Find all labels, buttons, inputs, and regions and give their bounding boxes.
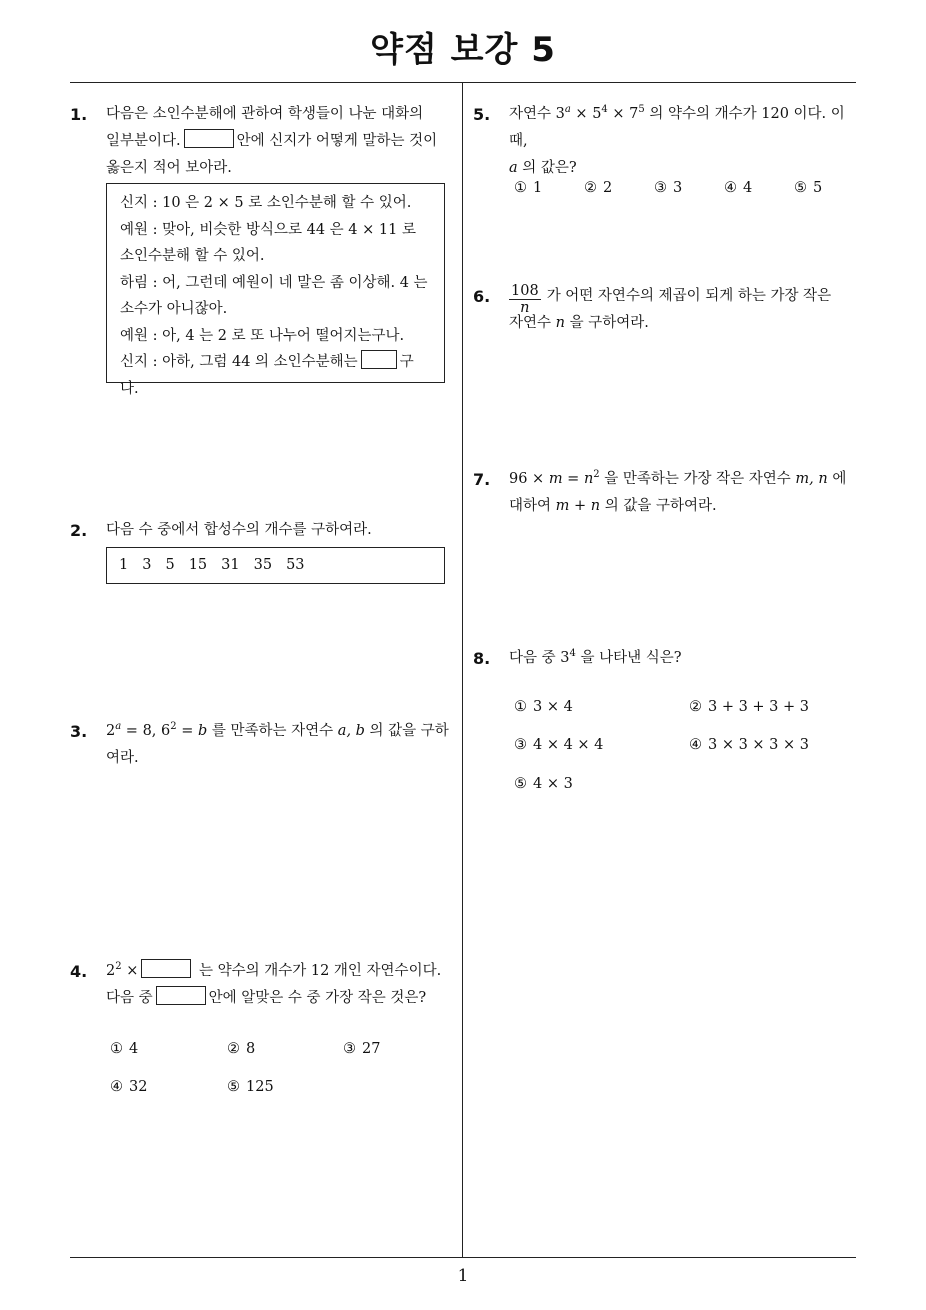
choice-4[interactable] <box>689 737 809 753</box>
choice-mark: ② <box>689 699 702 715</box>
math-exponent: 2 <box>115 961 122 972</box>
question-text-part: 자연수 3 <box>509 106 565 122</box>
choice-mark: ⑤ <box>794 180 807 196</box>
math-exponent: a <box>115 721 122 732</box>
choice-3[interactable] <box>514 737 603 753</box>
list-number: 1 <box>119 557 129 573</box>
question-text-part: 을 나타낸 식은? <box>575 650 682 666</box>
question-text-part: 다음 중 3 <box>509 650 570 666</box>
number-list-box <box>106 547 445 584</box>
choice-1[interactable] <box>110 1041 138 1057</box>
math-exponent: 2 <box>593 469 600 480</box>
question-number: 4. <box>70 962 88 981</box>
question-text: 다음은 소인수분해에 관하여 학생들이 나눈 대화의 <box>106 106 424 122</box>
choice-4[interactable] <box>110 1079 147 1095</box>
choice-value: 5 <box>813 180 823 196</box>
question-5 <box>473 101 863 182</box>
question-text-part: 자연수 <box>509 315 556 331</box>
dialog-line <box>120 349 431 402</box>
math-variable: m <box>548 471 563 487</box>
choice-mark: ③ <box>514 737 527 753</box>
choice-value: 2 <box>603 180 613 196</box>
question-text-part: 는 약수의 개수가 12 개인 자연수이다. <box>198 963 442 979</box>
choice-value: 4 × 4 × 4 <box>533 737 604 753</box>
question-number: 5. <box>473 105 491 124</box>
question-number: 7. <box>473 470 491 489</box>
question-3 <box>70 718 458 772</box>
choice-value: 3 × 4 <box>533 699 573 715</box>
question-text <box>106 985 458 1012</box>
question-number: 6. <box>473 287 491 306</box>
question-text: 여라. <box>106 750 139 766</box>
choice-value: 3 + 3 + 3 + 3 <box>708 699 810 715</box>
question-text <box>509 645 863 672</box>
answer-blank <box>184 129 234 148</box>
bottom-rule <box>70 1257 856 1258</box>
choice-2[interactable] <box>584 180 612 196</box>
choice-value: 3 × 3 × 3 × 3 <box>708 737 810 753</box>
math: = <box>562 471 584 487</box>
question-text: 다음 수 중에서 합성수의 개수를 구하여라. <box>106 522 372 538</box>
fraction-numerator: 108 <box>511 283 539 299</box>
choice-mark: ⑤ <box>514 776 527 792</box>
math-variable: n <box>555 315 565 331</box>
math-variable: a <box>509 160 518 176</box>
question-text <box>509 101 863 155</box>
question-text <box>106 128 458 155</box>
question-text <box>509 493 863 520</box>
math: × 5 <box>570 106 602 122</box>
choice-mark: ② <box>227 1041 240 1057</box>
math-exponent: 4 <box>569 648 576 659</box>
math: = 8, 6 <box>121 723 171 739</box>
math-exponent: 4 <box>601 104 608 115</box>
dialog-line: 소수가 아니잖아. <box>120 301 228 317</box>
math-exponent: 2 <box>170 721 177 732</box>
math: 96 × <box>509 471 549 487</box>
dialog-text: 신지 : 아하, 그럼 44 의 소인수분해는 <box>120 354 358 370</box>
question-8 <box>473 645 863 672</box>
choice-5[interactable] <box>794 180 822 196</box>
question-text-part: 의 값을 구하 <box>364 723 449 739</box>
answer-blank <box>141 959 191 978</box>
question-number: 3. <box>70 722 88 741</box>
question-number: 1. <box>70 105 88 124</box>
question-7 <box>473 466 863 520</box>
choice-2[interactable] <box>227 1041 255 1057</box>
question-text-part: 안에 알맞은 수 중 가장 작은 것은? <box>208 990 427 1006</box>
math: × <box>121 963 139 979</box>
question-text-part: 의 값은? <box>517 160 577 176</box>
choice-mark: ① <box>110 1041 123 1057</box>
choice-value: 27 <box>362 1041 381 1057</box>
question-text-part: 가 어떤 자연수의 제곱이 되게 하는 가장 작은 <box>546 288 832 304</box>
question-text-part: 일부분이다. <box>106 133 181 149</box>
choice-5[interactable] <box>514 776 573 792</box>
choice-3[interactable] <box>654 180 682 196</box>
math: 2 <box>106 963 116 979</box>
question-6 <box>473 283 863 337</box>
question-text-part: 다음 중 <box>106 990 153 1006</box>
list-number: 3 <box>142 557 152 573</box>
page-title: 약점 보강 5 <box>370 30 556 70</box>
math: × 7 <box>607 106 639 122</box>
choice-3[interactable] <box>343 1041 380 1057</box>
math-variable: a, b <box>337 723 365 739</box>
question-1 <box>70 101 458 182</box>
question-2 <box>70 517 458 544</box>
choice-mark: ④ <box>724 180 737 196</box>
question-4 <box>70 958 458 1012</box>
choice-value: 8 <box>246 1041 256 1057</box>
question-text-part: 의 약수의 개수가 120 이다. 이때, <box>509 106 845 149</box>
choice-value: 4 <box>129 1041 139 1057</box>
question-text-part: 안에 신지가 어떻게 말하는 것이 <box>236 133 438 149</box>
list-number: 53 <box>286 557 305 573</box>
dialog-line: 예원 : 맞아, 비슷한 방식으로 44 은 4 × 11 로 <box>120 221 416 238</box>
choice-value: 4 <box>743 180 753 196</box>
question-number: 2. <box>70 521 88 540</box>
choice-mark: ④ <box>689 737 702 753</box>
question-text <box>106 958 458 985</box>
math-variable: b <box>198 723 208 739</box>
question-text-part: 을 구하여라. <box>564 315 649 331</box>
dialog-line: 하림 : 어, 그런데 예원이 네 말은 좀 이상해. 4 는 <box>120 274 428 291</box>
choice-mark: ① <box>514 699 527 715</box>
math-expression: m + n <box>555 498 601 514</box>
choice-mark: ① <box>514 180 527 196</box>
choice-mark: ② <box>584 180 597 196</box>
dialog-line: 소인수분해 할 수 있어. <box>120 248 265 264</box>
question-text <box>509 155 863 182</box>
choice-1[interactable] <box>514 180 542 196</box>
choice-mark: ③ <box>343 1041 356 1057</box>
page-number: 1 <box>457 1266 469 1286</box>
list-number: 35 <box>253 557 273 573</box>
math-exponent: a <box>564 104 571 115</box>
choice-mark: ④ <box>110 1079 123 1095</box>
question-text-part: 에 <box>827 471 847 487</box>
choice-mark: ③ <box>654 180 667 196</box>
fraction-denominator: n <box>520 300 530 316</box>
list-number: 5 <box>165 557 175 573</box>
choice-2[interactable] <box>689 699 809 715</box>
choice-1[interactable] <box>514 699 573 715</box>
dialog-line: 예원 : 아, 4 는 2 로 또 나누어 떨어지는구나. <box>120 327 405 344</box>
column-divider <box>462 82 463 1257</box>
math-variable: m, n <box>795 471 828 487</box>
question-text-part: 을 만족하는 가장 작은 자연수 <box>599 471 796 487</box>
math-variable: n <box>583 471 594 487</box>
question-text-part: 의 값을 구하여라. <box>600 498 717 514</box>
answer-blank <box>361 350 397 369</box>
choice-value: 4 × 3 <box>533 776 573 792</box>
choice-value: 3 <box>673 180 683 196</box>
question-number: 8. <box>473 649 491 668</box>
dialog-line: 신지 : 10 은 2 × 5 로 소인수분해 할 수 있어. <box>120 195 412 211</box>
question-text: 옳은지 적어 보아라. <box>106 160 232 176</box>
choice-mark: ⑤ <box>227 1079 240 1095</box>
question-text-part: 대하여 <box>509 498 556 514</box>
question-text <box>509 466 863 493</box>
question-text <box>106 718 458 745</box>
question-text-part: 를 만족하는 자연수 <box>207 723 338 739</box>
choice-value: 32 <box>129 1079 148 1095</box>
choice-5[interactable] <box>227 1079 274 1095</box>
choice-4[interactable] <box>724 180 752 196</box>
dialog-box <box>106 183 445 397</box>
math: 2 <box>106 723 116 739</box>
answer-blank <box>156 986 206 1005</box>
math-exponent: 5 <box>638 104 645 115</box>
list-number: 31 <box>221 557 240 573</box>
choice-value: 125 <box>246 1079 274 1095</box>
choice-value: 1 <box>533 180 543 196</box>
list-number: 15 <box>188 557 208 573</box>
math: = <box>176 723 198 739</box>
dialog-text: 구나. <box>120 354 414 397</box>
top-rule <box>70 82 856 83</box>
